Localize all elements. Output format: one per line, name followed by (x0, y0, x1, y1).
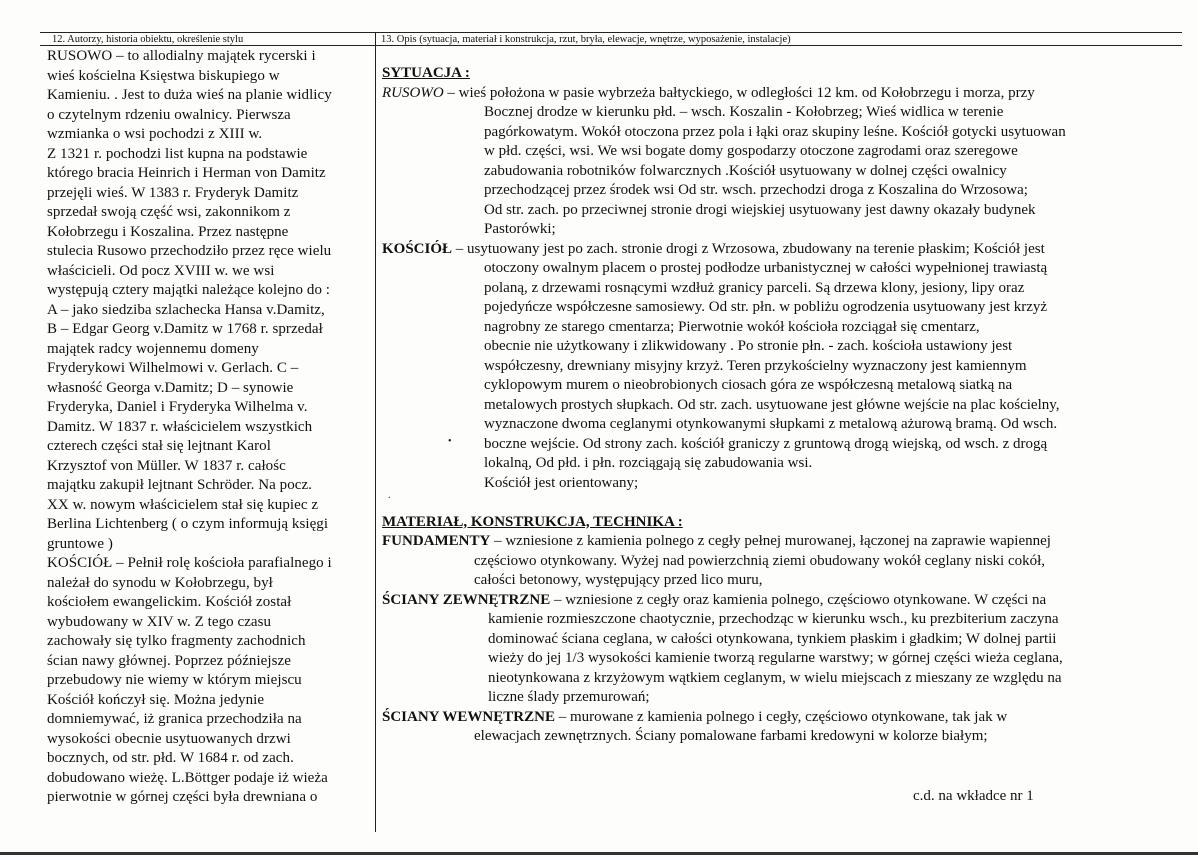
history-line: Damitz. W 1837 r. właścicielem wszystkich (47, 418, 313, 435)
sciany-zew-line: nieotynkowana z krzyżowym wątkiem ceglanym, w wielu miejscach z mieszany ze względu na (488, 669, 1062, 686)
fundamenty-body (382, 552, 1182, 591)
kosciol-line: nagrobny ze starego cmentarza; Pierwotnie wokół kościoła rozciągał się cmentarz, (484, 318, 980, 335)
sciany-zew-lead (382, 591, 1182, 611)
sciany-wew-line: elewacjach zewnętrznych. Ściany pomalowane farbami kredowyni w kolorze białym; (474, 728, 988, 744)
kosciol-lead (382, 240, 1182, 260)
history-line: A – jako siedziba szlachecka Hansa v.Damitz, (47, 301, 325, 318)
right-column-header: 13. Opis (sytuacja, materiał i konstrukcja, rzut, bryła, elewacje, wnętrze, wyposażenie, instalacje) (381, 34, 791, 45)
history-line: przebudowy nie wiemy w którym miejscu (47, 672, 302, 688)
sciany-zew-line: liczne ślady przemurowań; (488, 689, 650, 705)
column-divider (375, 32, 376, 832)
history-line: wzmianka o wsi pochodzi z XIII w. (47, 126, 263, 142)
sytuacja-line: Bocznej drodze w kierunku płd. – wsch. Koszalin - Kołobrzeg; Wieś widlica w terenie (484, 104, 1004, 120)
kosciol-line: współczesny, drewniany misyjny krzyż. Teren przykościelny wyznaczony jest kamiennym (484, 357, 1027, 374)
kosciol-line: metalowych prostych słupkach. Od str. zach. usytuowane jest główne wejście na plac kościelny, (484, 396, 1060, 413)
kosciol-line: otoczony owalnym placem o prostej podłodze urbanistycznej w całości wypełnionej trawiastą (484, 260, 1048, 276)
sytuacja-line: w płd. części, wsi. We wsi bogate domy gospodarzy otoczone zagrodami oraz szeregowe (484, 143, 1018, 159)
sciany-wew-term: ŚCIANY WEWNĘTRZNE (382, 708, 555, 725)
history-line: Krzysztof von Müller. W 1837 r. całośc (47, 457, 286, 474)
sytuacja-lead-text: – wieś położona w pasie wybrzeża bałtyckiego, w odległości 12 km. od Kołobrzegu i morza, przy (443, 84, 1035, 101)
fundamenty-lead (382, 532, 1182, 552)
sciany-wew-lead-text: – murowane z kamienia polnego i cegły, częściowo otynkowane, tak jak w (554, 708, 1008, 725)
fundamenty-line: całości betonowy, występujący przed lico muru, (474, 572, 763, 588)
history-line: KOŚCIÓŁ – Pełnił rolę kościoła parafialnego i (47, 555, 332, 571)
history-line: kościołem ewangelickim. Kościół został (47, 594, 292, 610)
sytuacja-line: Od str. zach. po przeciwnej stronie drogi wiejskiej usytuowany jest dawny okazały budynek (484, 201, 1036, 218)
section-heading-material: MATERIAŁ, KONSTRUKCJA, TECHNIKA : (382, 513, 683, 530)
history-line: ścian nawy głównej. Poprzez późniejsze (47, 652, 291, 669)
kosciol-line: boczne wejście. Od strony zach. kościół graniczy z gruntową drogą wiejską, od wsch. z drogą (484, 435, 1048, 452)
history-line: wieś kościelna Księstwa biskupiego w (47, 67, 280, 84)
bottom-edge (0, 852, 1198, 855)
kosciol-line: lokalną, Od płd. i płn. rozciągają się zabudowania wsi. (484, 455, 813, 471)
scan-speck: • (448, 436, 452, 447)
history-line: którego bracia Heinrich i Herman von Damitz (47, 165, 326, 181)
sytuacja-line: zabudowania robotników folwarcznych .Kościół usytuowany w dolnej części owalnicy (484, 162, 1007, 179)
sytuacja-body (382, 103, 1182, 240)
sciany-zew-line: kamienie rozmieszczone chaotycznie, przechodząc w kierunku wsch., ku prezbiterium zaczyna (488, 611, 1059, 627)
spacer (382, 493, 1182, 513)
history-line: wysokości obecnie usytuowanych drzwi (47, 730, 291, 747)
kosciol-line: cyklopowym murem o nieobrobionych ciosach góra ze współczesną metalową siatką na (484, 377, 1013, 393)
sciany-zew-term: ŚCIANY ZEWNĘTRZNE (382, 591, 551, 608)
sciany-zew-line: dominować ściana ceglana, w całości otynkowana, tynkiem płaskim i gładkim; W dolnej partii (488, 630, 1057, 647)
history-line: o czytelnym rdzeniu owalnicy. Pierwsza (47, 106, 291, 123)
history-line: Kamieniu. . Jest to duża wieś na planie widlicy (47, 87, 332, 103)
kosciol-line: polaną, z drzewami rosnącymi wzdłuż granicy parceli. Są drzewa klony, jesiony, lipy oraz (484, 279, 1025, 296)
history-line: majątek radcy wojennemu domeny (47, 340, 259, 357)
history-line: domniemywać, iż granica przechodziła na (47, 711, 302, 727)
history-line: Fryderyka, Daniel i Fryderyka Wilhelma v. (47, 399, 308, 415)
kosciol-line: Kościół jest orientowany; (484, 474, 639, 491)
history-line: Z 1321 r. pochodzi list kupna na podstawie (47, 145, 308, 162)
sytuacja-line: Pastorówki; (484, 221, 556, 237)
fundamenty-term: FUNDAMENTY (382, 533, 491, 549)
description-text (382, 64, 1182, 747)
history-line: stulecia Rusowo przechodziło przez ręce wielu (47, 243, 332, 259)
kosciol-lead-text: – usytuowany jest po zach. stronie drogi z Wrzosowa, zbudowany na terenie płaskim; Kościół jest (452, 240, 1045, 257)
kosciol-line: obecnie nie użytkowany i zlikwidowany . Po stronie płn. - zach. kościoła ustawiony jest (484, 338, 1013, 354)
sytuacja-line: pagórkowatym. Wokół otoczona przez pola i łąki oraz skupiny leśne. Kościół gotycki usytuowan (484, 123, 1066, 140)
history-line: Fryderykowi Wilhelmowi v. Gerlach. C – (47, 360, 299, 376)
history-line: B – Edgar Georg v.Damitz w 1768 r. sprzedał (47, 321, 323, 337)
kosciol-term: KOŚCIÓŁ (382, 240, 453, 257)
history-line: dobudowano wieżę. L.Böttger podaje iż wieża (47, 769, 328, 786)
sciany-wew-body (382, 727, 1182, 747)
history-line: występują cztery majątki należące kolejno do : (47, 282, 331, 298)
history-line: Berlina Lichtenberg ( o czym informują księgi (47, 516, 329, 532)
left-column-header: 12. Autorzy, historia obiektu, określenie stylu (52, 34, 244, 45)
history-line: majątku zakupił lejtnant Schröder. Na pocz. (47, 477, 312, 493)
fundamenty-lead-text: – wzniesione z kamienia polnego z cegły pełnej murowanej, łączonej na zaprawie wapiennej (490, 533, 1051, 549)
history-line: pierwotnie w górnej części była drewniana o (47, 789, 318, 805)
section-heading-sytuacja: SYTUACJA : (382, 65, 470, 81)
history-line: zachowały się tylko fragmenty zachodnich (47, 633, 306, 649)
history-line: własność Georga v.Damitz; D – synowie (47, 379, 294, 396)
history-line: właścicieli. Od pocz XVIII w. we wsi (47, 262, 275, 279)
history-line: sprzedał swoją część wsi, zakonnikom z (47, 204, 291, 220)
history-line: XX w. nowym właścicielem stał się kupiec z (47, 496, 319, 513)
top-rule (40, 32, 1182, 33)
sciany-wew-lead (382, 708, 1182, 728)
sciany-zew-line: wieży do jej 1/3 wysokości kamienie tworzą regularne warstwy; w górnej części wieża ceglana, (488, 650, 1063, 666)
fundamenty-line: częściowo otynkowany. Wyżej nad powierzchnią ziemi obudowany wokół ceglany niski cokół, (474, 552, 1046, 569)
history-line: czterech części stał się lejtnant Karol (47, 438, 271, 454)
kosciol-line: pojedyńcze współczesne samosiewy. Od str. płn. w pobliżu ogrodzenia usytuowany jest krzyż (484, 299, 1048, 315)
history-line: RUSOWO – to allodialny majątek rycerski i (47, 48, 316, 64)
history-line: bocznych, od str. płd. W 1684 r. od zach. (47, 750, 294, 766)
sciany-zew-body (382, 610, 1182, 708)
sciany-zew-lead-text: – wzniesione z cegły oraz kamienia polnego, częściowo otynkowane. W części na (550, 591, 1047, 608)
history-line: należał do synodu w Kołobrzegu, był (47, 574, 273, 591)
history-line: Kołobrzegu i Koszalina. Przez następne (47, 223, 289, 240)
sytuacja-lead (382, 84, 1182, 104)
continuation-note: c.d. na wkładce nr 1 (913, 788, 1034, 804)
scan-speck: . (388, 490, 391, 501)
history-line: Kościół kończył się. Można jedynie (47, 691, 265, 708)
kosciol-body (382, 259, 1182, 493)
sytuacja-term: RUSOWO (382, 84, 444, 101)
history-text (47, 47, 372, 808)
history-line: gruntowe ) (47, 535, 113, 552)
sytuacja-line: przechodzącej przez środek wsi Od str. wsch. przechodzi droga z Koszalina do Wrzosowa; (484, 182, 1028, 198)
kosciol-line: wyznaczone dwoma ceglanymi otynkowanymi słupkami z metalową ażurową bramą. Od wsch. (484, 416, 1058, 432)
history-line: przejęli wieś. W 1383 r. Fryderyk Damitz (47, 184, 299, 201)
history-line: wybudowany w XIV w. Z tego czasu (47, 613, 272, 630)
